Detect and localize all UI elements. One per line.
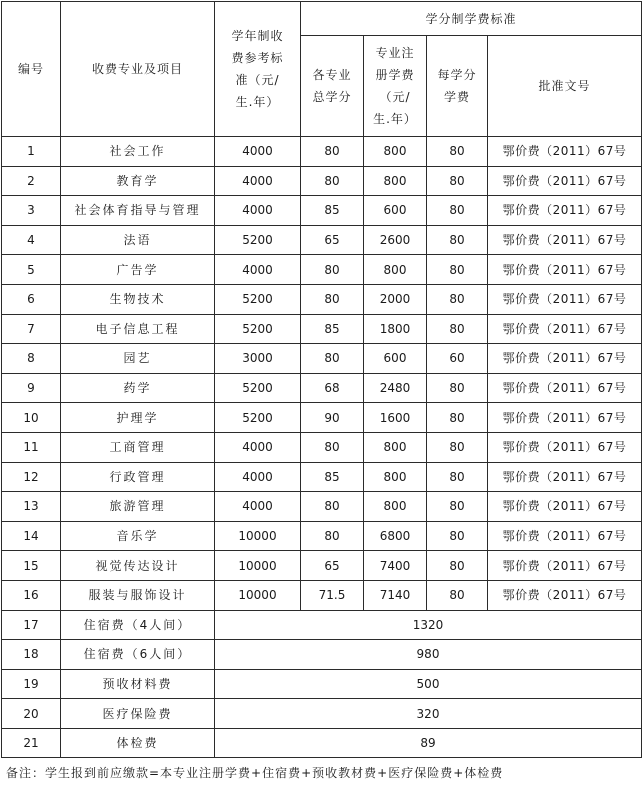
total-credits-cell: 80	[301, 284, 364, 314]
header-reg-fee-text: 专业注册学费（元/生.年）	[373, 46, 417, 126]
table-row	[2, 284, 642, 314]
table-row	[2, 166, 642, 196]
total-credits-cell: 65	[301, 225, 364, 255]
total-credits-cell: 90	[301, 403, 364, 433]
major-name-cell: 电子信息工程	[61, 314, 215, 344]
major-name-cell: 视觉传达设计	[61, 551, 215, 581]
header-per-credit	[427, 36, 488, 137]
annual-fee-cell: 5200	[215, 284, 301, 314]
approval-doc-cell: 鄂价费（2011）67号	[488, 492, 642, 522]
registration-fee-cell: 7400	[364, 551, 427, 581]
major-name-cell: 药学	[61, 373, 215, 403]
per-credit-fee-cell: 80	[427, 166, 488, 196]
registration-fee-cell: 2480	[364, 373, 427, 403]
annual-fee-cell: 10000	[215, 521, 301, 551]
annual-fee-cell: 5200	[215, 225, 301, 255]
approval-doc-cell: 鄂价费（2011）67号	[488, 137, 642, 167]
major-name-cell: 教育学	[61, 166, 215, 196]
per-credit-fee-cell: 80	[427, 314, 488, 344]
row-number-cell: 7	[2, 314, 61, 344]
row-number-cell: 11	[2, 432, 61, 462]
annual-fee-cell: 5200	[215, 403, 301, 433]
per-credit-fee-cell: 80	[427, 373, 488, 403]
header-per-credit-text: 每学分学费	[437, 68, 477, 104]
registration-fee-cell: 600	[364, 196, 427, 226]
registration-fee-cell: 800	[364, 166, 427, 196]
approval-doc-cell: 鄂价费（2011）67号	[488, 462, 642, 492]
total-credits-cell: 80	[301, 166, 364, 196]
per-credit-fee-cell: 80	[427, 521, 488, 551]
table-row	[2, 669, 642, 699]
row-number-cell: 15	[2, 551, 61, 581]
header-total-credits-text: 各专业总学分	[312, 68, 352, 104]
row-number-cell: 21	[2, 728, 61, 758]
table-row	[2, 344, 642, 374]
fee-amount-cell: 89	[215, 728, 642, 758]
annual-fee-cell: 5200	[215, 373, 301, 403]
header-item: 收费专业及项目	[61, 2, 215, 137]
registration-fee-cell: 1800	[364, 314, 427, 344]
registration-fee-cell: 800	[364, 137, 427, 167]
row-number-cell: 16	[2, 580, 61, 610]
annual-fee-cell: 4000	[215, 166, 301, 196]
total-credits-cell: 68	[301, 373, 364, 403]
fee-amount-cell: 500	[215, 669, 642, 699]
major-name-cell: 生物技术	[61, 284, 215, 314]
total-credits-cell: 65	[301, 551, 364, 581]
table-row	[2, 640, 642, 670]
total-credits-cell: 71.5	[301, 580, 364, 610]
annual-fee-cell: 4000	[215, 432, 301, 462]
per-credit-fee-cell: 80	[427, 137, 488, 167]
row-number-cell: 17	[2, 610, 61, 640]
per-credit-fee-cell: 80	[427, 580, 488, 610]
approval-doc-cell: 鄂价费（2011）67号	[488, 580, 642, 610]
header-reg-fee	[364, 36, 427, 137]
registration-fee-cell: 800	[364, 432, 427, 462]
fee-item-cell: 住宿费（6人间）	[61, 640, 215, 670]
header-row-1	[2, 2, 642, 36]
fee-item-cell: 体检费	[61, 728, 215, 758]
row-number-cell: 9	[2, 373, 61, 403]
major-name-cell: 社会工作	[61, 137, 215, 167]
major-name-cell: 社会体育指导与管理	[61, 196, 215, 226]
row-number-cell: 3	[2, 196, 61, 226]
registration-fee-cell: 2600	[364, 225, 427, 255]
major-name-cell: 广告学	[61, 255, 215, 285]
row-number-cell: 18	[2, 640, 61, 670]
header-annual-std	[215, 2, 301, 137]
row-number-cell: 1	[2, 137, 61, 167]
total-credits-cell: 80	[301, 137, 364, 167]
approval-doc-cell: 鄂价费（2011）67号	[488, 225, 642, 255]
approval-doc-cell: 鄂价费（2011）67号	[488, 373, 642, 403]
registration-fee-cell: 800	[364, 255, 427, 285]
approval-doc-cell: 鄂价费（2011）67号	[488, 166, 642, 196]
per-credit-fee-cell: 80	[427, 225, 488, 255]
registration-fee-cell: 600	[364, 344, 427, 374]
major-name-cell: 旅游管理	[61, 492, 215, 522]
total-credits-cell: 85	[301, 314, 364, 344]
fee-item-cell: 住宿费（4人间）	[61, 610, 215, 640]
fee-item-cell: 预收材料费	[61, 669, 215, 699]
annual-fee-cell: 3000	[215, 344, 301, 374]
total-credits-cell: 85	[301, 196, 364, 226]
major-name-cell: 园艺	[61, 344, 215, 374]
annual-fee-cell: 10000	[215, 551, 301, 581]
row-number-cell: 4	[2, 225, 61, 255]
row-number-cell: 8	[2, 344, 61, 374]
table-row	[2, 314, 642, 344]
fee-amount-cell: 320	[215, 699, 642, 729]
header-credit-group: 学分制学费标准	[301, 2, 642, 36]
table-row	[2, 551, 642, 581]
approval-doc-cell: 鄂价费（2011）67号	[488, 196, 642, 226]
approval-doc-cell: 鄂价费（2011）67号	[488, 344, 642, 374]
per-credit-fee-cell: 80	[427, 432, 488, 462]
row-number-cell: 12	[2, 462, 61, 492]
row-number-cell: 19	[2, 669, 61, 699]
annual-fee-cell: 4000	[215, 492, 301, 522]
major-name-cell: 护理学	[61, 403, 215, 433]
annual-fee-cell: 10000	[215, 580, 301, 610]
annual-fee-cell: 5200	[215, 314, 301, 344]
annual-fee-cell: 4000	[215, 196, 301, 226]
per-credit-fee-cell: 60	[427, 344, 488, 374]
table-row	[2, 255, 642, 285]
header-no: 编号	[2, 2, 61, 137]
total-credits-cell: 80	[301, 255, 364, 285]
registration-fee-cell: 800	[364, 462, 427, 492]
major-name-cell: 音乐学	[61, 521, 215, 551]
per-credit-fee-cell: 80	[427, 284, 488, 314]
total-credits-cell: 80	[301, 492, 364, 522]
fee-table	[1, 1, 642, 758]
approval-doc-cell: 鄂价费（2011）67号	[488, 314, 642, 344]
fee-table-body	[2, 2, 642, 758]
header-doc-no: 批准文号	[488, 36, 642, 137]
major-name-cell: 法语	[61, 225, 215, 255]
annual-fee-cell: 4000	[215, 462, 301, 492]
row-number-cell: 5	[2, 255, 61, 285]
total-credits-cell: 80	[301, 344, 364, 374]
footnote: 备注：学生报到前应缴款=本专业注册学费+住宿费+预收教材费+医疗保险费+体检费	[6, 766, 504, 780]
registration-fee-cell: 1600	[364, 403, 427, 433]
table-row	[2, 196, 642, 226]
table-row	[2, 610, 642, 640]
approval-doc-cell: 鄂价费（2011）67号	[488, 432, 642, 462]
per-credit-fee-cell: 80	[427, 403, 488, 433]
table-row	[2, 580, 642, 610]
per-credit-fee-cell: 80	[427, 492, 488, 522]
approval-doc-cell: 鄂价费（2011）67号	[488, 403, 642, 433]
table-row	[2, 521, 642, 551]
table-row	[2, 225, 642, 255]
annual-fee-cell: 4000	[215, 137, 301, 167]
total-credits-cell: 80	[301, 432, 364, 462]
table-row	[2, 403, 642, 433]
row-number-cell: 14	[2, 521, 61, 551]
registration-fee-cell: 800	[364, 492, 427, 522]
fee-item-cell: 医疗保险费	[61, 699, 215, 729]
table-row	[2, 373, 642, 403]
table-row	[2, 432, 642, 462]
approval-doc-cell: 鄂价费（2011）67号	[488, 284, 642, 314]
header-total-credits	[301, 36, 364, 137]
approval-doc-cell: 鄂价费（2011）67号	[488, 255, 642, 285]
row-number-cell: 13	[2, 492, 61, 522]
table-row	[2, 699, 642, 729]
major-name-cell: 行政管理	[61, 462, 215, 492]
registration-fee-cell: 2000	[364, 284, 427, 314]
per-credit-fee-cell: 80	[427, 551, 488, 581]
row-number-cell: 2	[2, 166, 61, 196]
approval-doc-cell: 鄂价费（2011）67号	[488, 551, 642, 581]
per-credit-fee-cell: 80	[427, 255, 488, 285]
fee-amount-cell: 1320	[215, 610, 642, 640]
annual-fee-cell: 4000	[215, 255, 301, 285]
registration-fee-cell: 6800	[364, 521, 427, 551]
table-row	[2, 492, 642, 522]
table-row	[2, 462, 642, 492]
total-credits-cell: 85	[301, 462, 364, 492]
table-row	[2, 137, 642, 167]
row-number-cell: 6	[2, 284, 61, 314]
table-row	[2, 728, 642, 758]
row-number-cell: 10	[2, 403, 61, 433]
approval-doc-cell: 鄂价费（2011）67号	[488, 521, 642, 551]
header-annual-std-text: 学年制收费参考标准（元/生.年）	[231, 29, 284, 109]
major-name-cell: 工商管理	[61, 432, 215, 462]
per-credit-fee-cell: 80	[427, 462, 488, 492]
total-credits-cell: 80	[301, 521, 364, 551]
row-number-cell: 20	[2, 699, 61, 729]
major-name-cell: 服装与服饰设计	[61, 580, 215, 610]
registration-fee-cell: 7140	[364, 580, 427, 610]
fee-amount-cell: 980	[215, 640, 642, 670]
per-credit-fee-cell: 80	[427, 196, 488, 226]
